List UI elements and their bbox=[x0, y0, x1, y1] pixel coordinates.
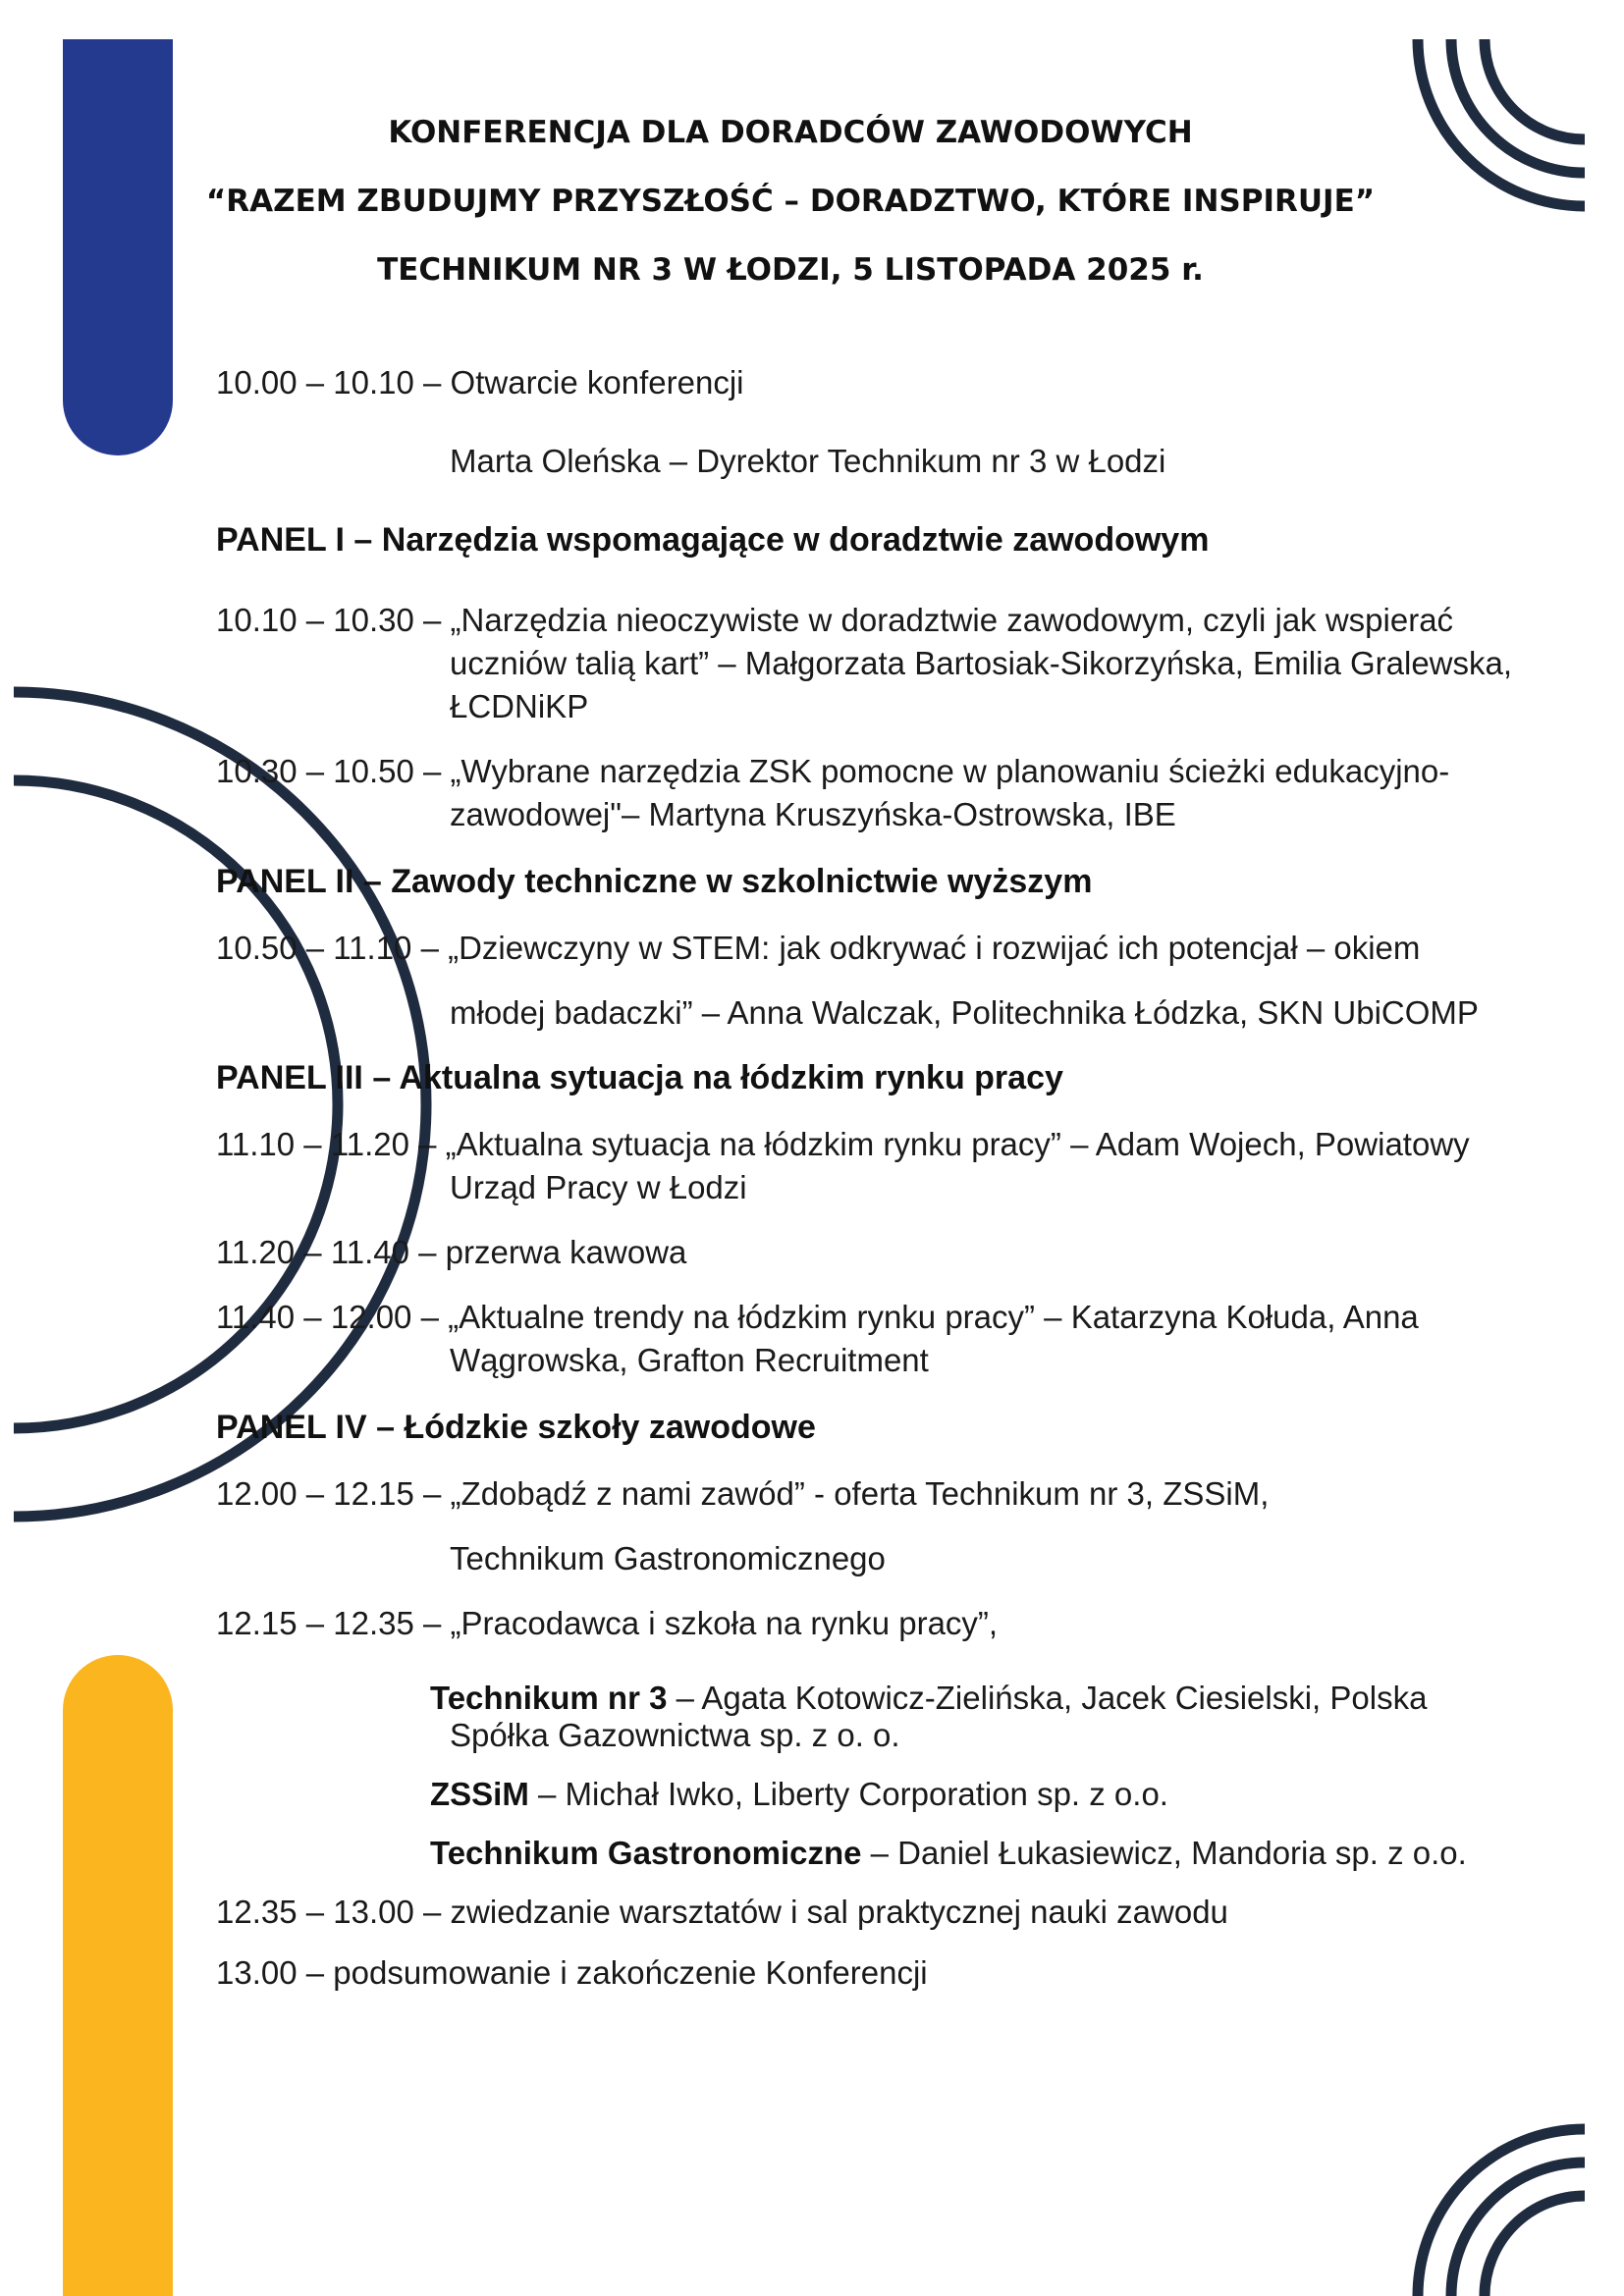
panel-1-item-1-line-1: 10.10 – 10.30 – „Narzędzia nieoczywiste w doradztwie zawodowym, czyli jak wspierać bbox=[216, 602, 1454, 638]
closing: 13.00 – podsumowanie i zakończenie Konferencji bbox=[216, 1954, 928, 1991]
panel-1-title: PANEL I – Narzędzia wspomagające w doradztwie zawodowym bbox=[216, 521, 1210, 559]
arc-bottom-right-1 bbox=[1418, 2129, 1585, 2296]
sub-3-speakers: – Daniel Łukasiewicz, Mandoria sp. z o.o. bbox=[861, 1835, 1467, 1871]
panel-2-item-1 bbox=[216, 927, 1551, 1035]
panel-3-item-1 bbox=[216, 1123, 1551, 1209]
panel-1-item-1-line-2: uczniów talią kart” – Małgorzata Bartosiak-Sikorzyńska, Emilia Gralewska, bbox=[450, 645, 1513, 681]
panel-4-item-1-line-1: 12.00 – 12.15 – „Zdobądź z nami zawód” - oferta Technikum nr 3, ZSSiM, bbox=[216, 1475, 1270, 1512]
arc-top-right-2 bbox=[1451, 39, 1585, 173]
panel-3-item-1-line-2: Urząd Pracy w Łodzi bbox=[450, 1169, 747, 1205]
document-header bbox=[157, 98, 1424, 304]
panel-1-item-1-line-3: ŁCDNiKP bbox=[450, 688, 589, 724]
panel-2-item-1-line-2: młodej badaczki” – Anna Walczak, Politechnika Łódzka, SKN UbiCOMP bbox=[450, 994, 1479, 1031]
panel-1-item-2 bbox=[216, 750, 1551, 836]
workshops-tour: 12.35 – 13.00 – zwiedzanie warsztatów i sal praktycznej nauki zawodu bbox=[216, 1894, 1228, 1930]
coffee-break: 11.20 – 11.40 – przerwa kawowa bbox=[216, 1234, 687, 1270]
opening-speaker: Marta Oleńska – Dyrektor Technikum nr 3 w Łodzi bbox=[450, 443, 1166, 479]
panel-3-item-2-line-2: Wągrowska, Grafton Recruitment bbox=[450, 1342, 929, 1378]
panel-4-item-2: 12.15 – 12.35 – „Pracodawca i szkoła na rynku pracy”, bbox=[216, 1605, 999, 1641]
panel-4-sub-1 bbox=[216, 1677, 1551, 1757]
panel-4-item-1 bbox=[216, 1472, 1551, 1580]
sub-1-school: Technikum nr 3 bbox=[430, 1680, 668, 1716]
arc-top-right-1 bbox=[1418, 39, 1585, 206]
header-subtitle: “RAZEM ZBUDUJMY PRZYSZŁOŚĆ – DORADZTWO, KTÓRE INSPIRUJE” bbox=[205, 184, 1376, 219]
panel-3-title: PANEL III – Aktualna sytuacja na łódzkim rynku pracy bbox=[216, 1059, 1063, 1096]
sub-1-speakers-cont: Spółka Gazownictwa sp. z o. o. bbox=[450, 1717, 900, 1753]
program-list bbox=[216, 355, 1551, 1995]
panel-3-item-2-line-1: 11.40 – 12.00 – „Aktualne trendy na łódzkim rynku pracy” – Katarzyna Kołuda, Anna bbox=[216, 1299, 1419, 1335]
panel-1-item-1 bbox=[216, 599, 1551, 728]
header-venue-date: TECHNIKUM NR 3 W ŁODZI, 5 LISTOPADA 2025 r. bbox=[377, 252, 1204, 288]
panel-3-item-2 bbox=[216, 1296, 1551, 1382]
panel-4-title: PANEL IV – Łódzkie szkoły zawodowe bbox=[216, 1409, 816, 1446]
panel-4-sub-3 bbox=[216, 1832, 1551, 1875]
panel-2-item-1-line-1: 10.50 – 11.10 – „Dziewczyny w STEM: jak odkrywać i rozwijać ich potencjał – okiem bbox=[216, 930, 1421, 966]
header-title: KONFERENCJA DLA DORADCÓW ZAWODOWYCH bbox=[388, 115, 1193, 150]
arc-bottom-right-2 bbox=[1451, 2163, 1585, 2296]
arc-bottom-right-3 bbox=[1485, 2196, 1585, 2296]
panel-1-item-2-line-2: zawodowej"– Martyna Kruszyńska-Ostrowska, IBE bbox=[450, 796, 1176, 832]
sub-2-speakers: – Michał Iwko, Liberty Corporation sp. z o.o. bbox=[528, 1776, 1168, 1812]
panel-4-sub-2 bbox=[216, 1773, 1551, 1816]
yellow-decorative-bar bbox=[63, 1655, 173, 2296]
sub-3-school: Technikum Gastronomiczne bbox=[430, 1835, 862, 1871]
panel-4-item-1-line-2: Technikum Gastronomicznego bbox=[450, 1540, 886, 1576]
sub-2-school: ZSSiM bbox=[430, 1776, 529, 1812]
panel-3-item-1-line-1: 11.10 – 11.20 – „Aktualna sytuacja na łódzkim rynku pracy” – Adam Wojech, Powiatowy bbox=[216, 1126, 1470, 1162]
panel-1-item-2-line-1: 10.30 – 10.50 – „Wybrane narzędzia ZSK pomocne w planowaniu ścieżki edukacyjno- bbox=[216, 753, 1450, 789]
panel-2-title: PANEL II – Zawody techniczne w szkolnictwie wyższym bbox=[216, 863, 1093, 900]
arc-top-right-3 bbox=[1485, 39, 1585, 139]
opening-time: 10.00 – 10.10 – Otwarcie konferencji bbox=[216, 364, 744, 400]
sub-1-speakers: – Agata Kotowicz-Zielińska, Jacek Ciesielski, Polska bbox=[667, 1680, 1428, 1716]
